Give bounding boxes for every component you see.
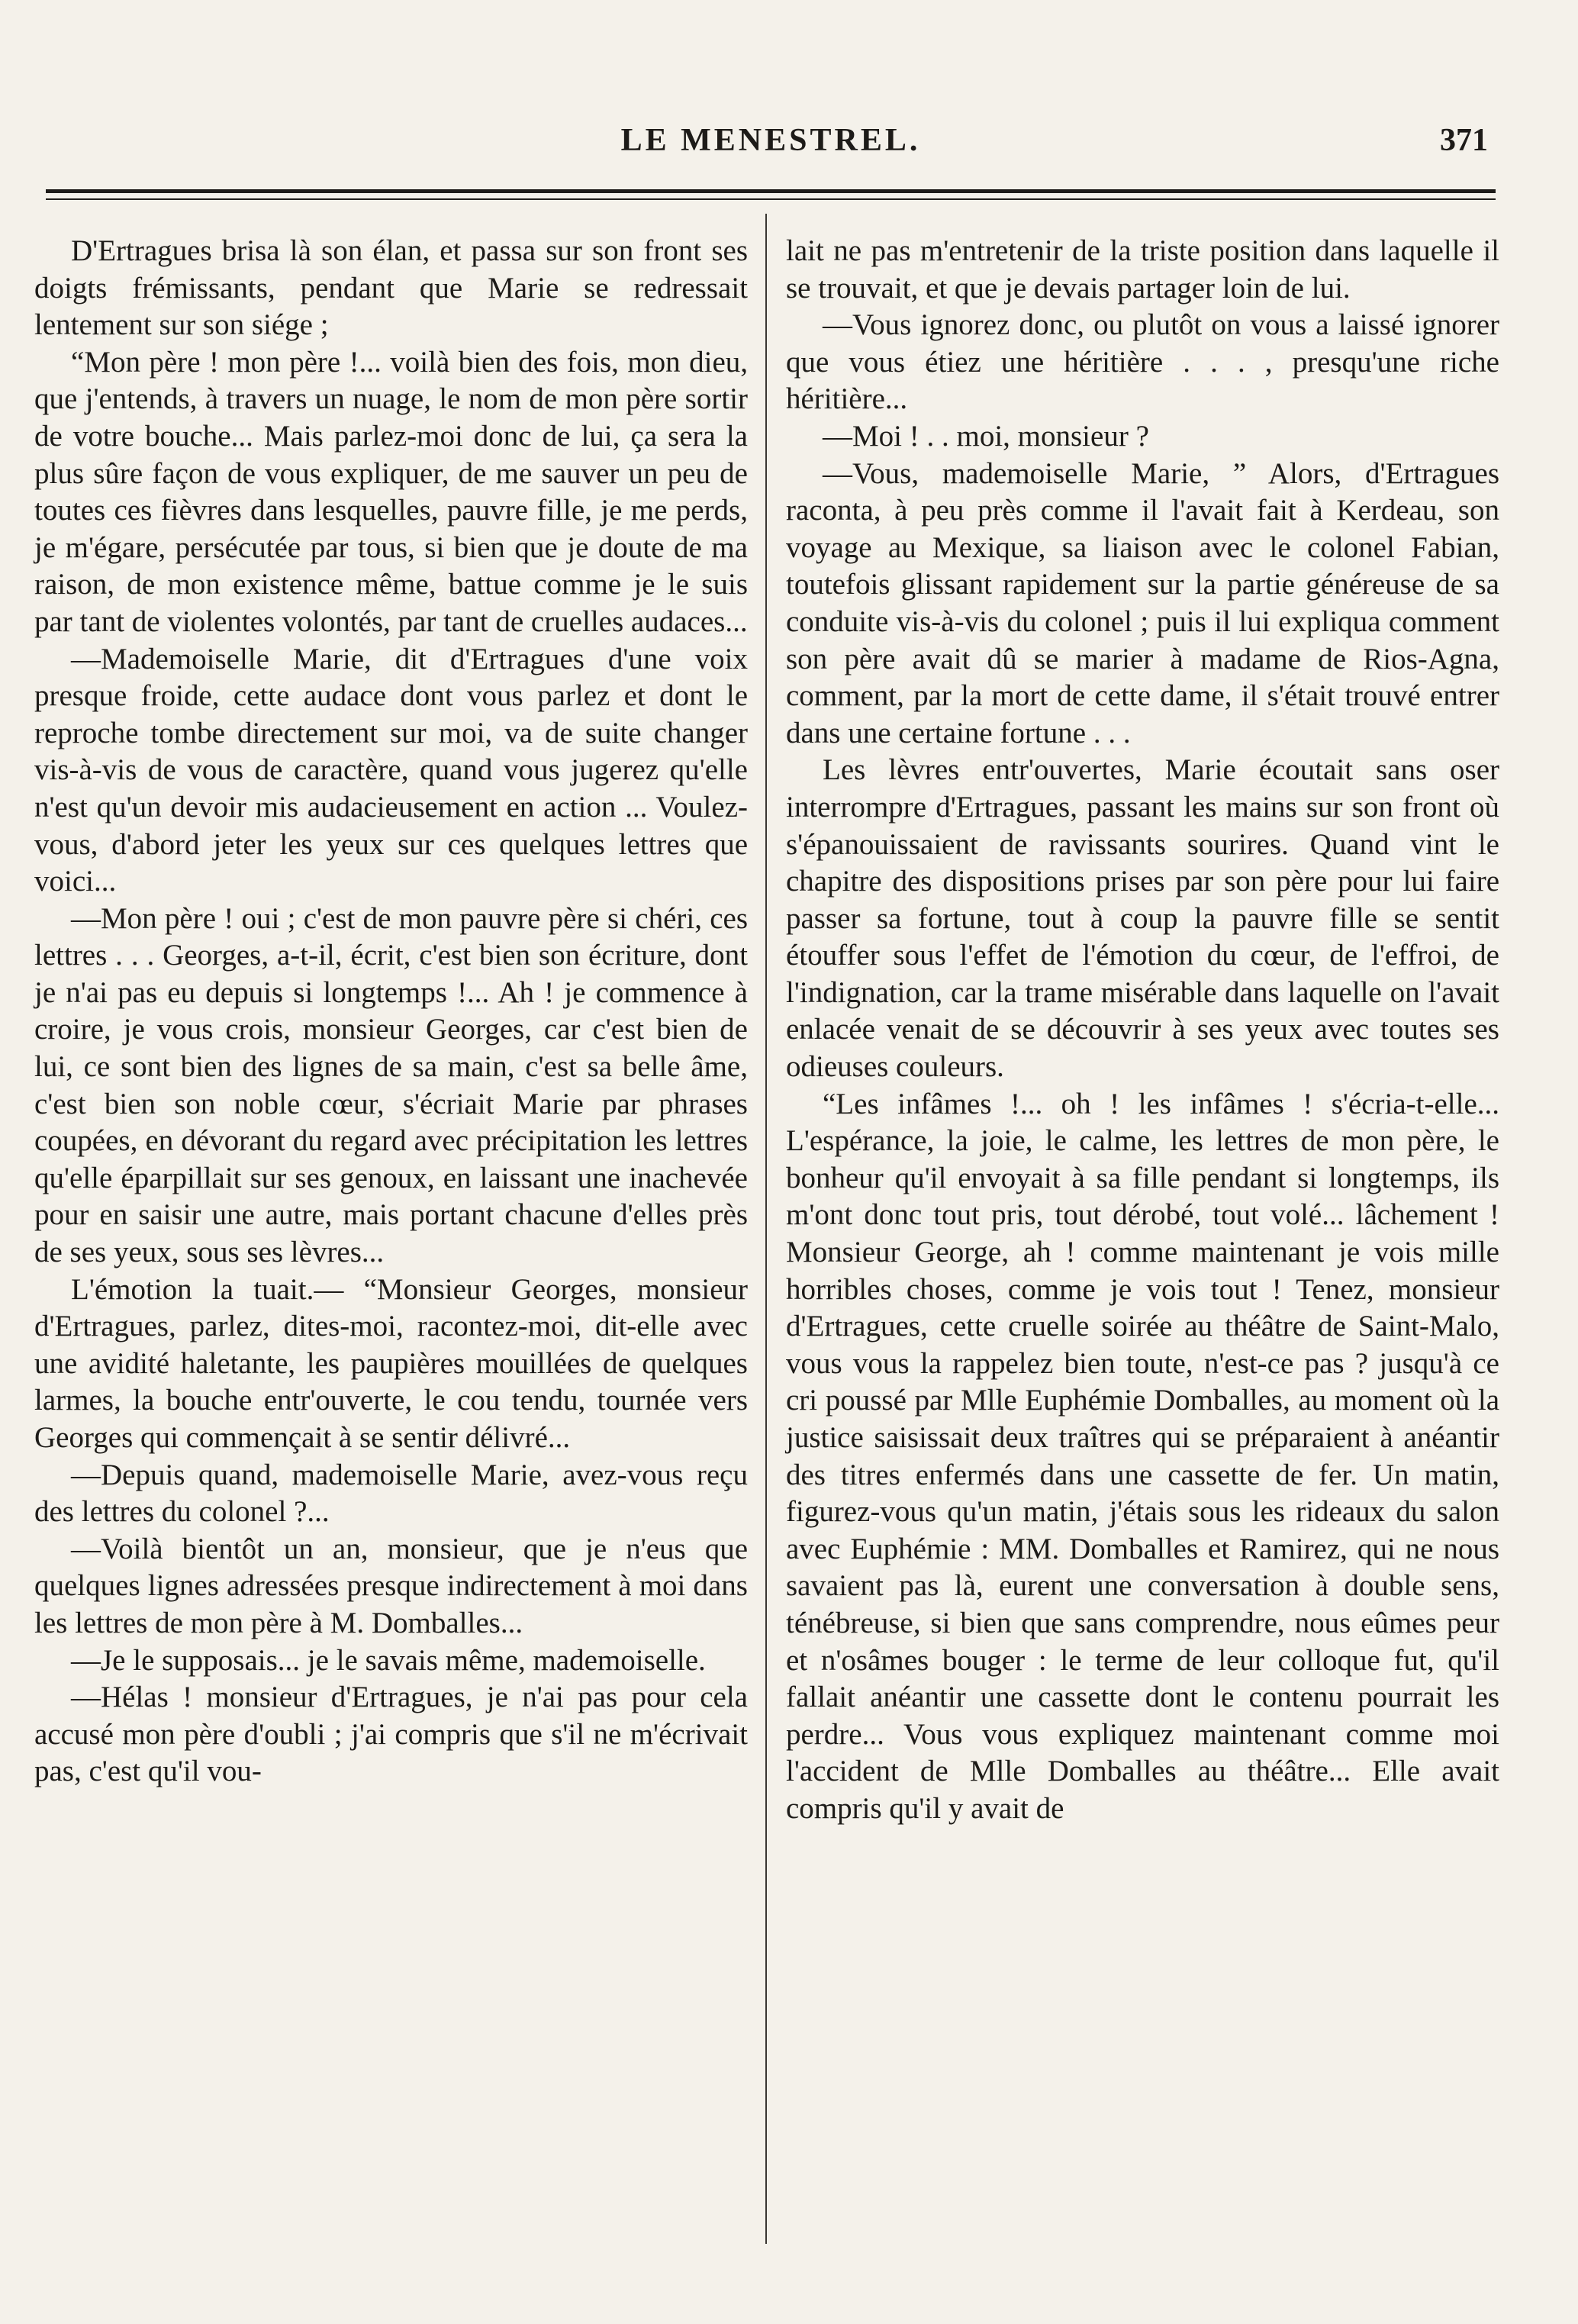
column-divider	[765, 214, 767, 2244]
paragraph: Les lèvres entr'ouvertes, Marie écoutait sans oser interrompre d'Ertragues, passant les mains sur son front où s'épanouissaient de ravissants sourires. Quand vint le chapitre des dispositions prises par son père pour lui faire passer sa fortune, tout à coup la pauvre fille se sentit étouffer sous l'effet de l'émotion du cœur, de l'effroi, de l'indignation, car la trame misérable dans laquelle on l'avait enlacée venait de se découvrir à ses yeux avec toutes ses odieuses couleurs.	[786, 753, 1499, 1084]
paragraph: “Mon père ! mon père !... voilà bien des fois, mon dieu, que j'entends, à travers un nuage, le nom de mon père sortir de votre bouche... Mais parlez-moi donc de lui, ça sera la plus sûre façon de vous expliquer, de me sauver un peu de toutes ces fièvres dans lesquelles, pauvre fille, je me perds, je m'égare, persécutée par tous, si bien que je doute de ma raison, de mon existence même, battue comme je le suis par tant de violentes volontés, par tant de cruelles audaces...	[34, 345, 748, 638]
paragraph: —Depuis quand, mademoiselle Marie, avez-vous reçu des lettres du colonel ?...	[34, 1458, 748, 1529]
header-rule-thin	[46, 198, 1496, 200]
paragraph: —Voilà bientôt un an, monsieur, que je n'eus que quelques lignes adressées presque indirectement à moi dans les lettres de mon père à M. Domballes...	[34, 1532, 748, 1639]
paragraph: L'émotion la tuait.— “Monsieur Georges, monsieur d'Ertragues, parlez, dites-moi, racontez-moi, dit-elle avec une avidité haletante, les paupières mouillées de quelques larmes, la bouche entr'ouverte, le cou tendu, tournée vers Georges qui commençait à se sentir délivré...	[34, 1272, 748, 1454]
paragraph: —Vous ignorez donc, ou plutôt on vous a laissé ignorer que vous étiez une héritière . . . , presqu'une riche héritière...	[786, 308, 1499, 416]
page-header	[46, 122, 1496, 168]
header-rule-thick	[46, 189, 1496, 193]
paragraph: —Mon père ! oui ; c'est de mon pauvre père si chéri, ces lettres . . . Georges, a-t-il, écrit, c'est bien son écriture, dont je n'ai pas eu depuis si longtemps !... Ah ! je commence à croire, je vous crois, monsieur Georges, car c'est bien de lui, ce sont bien des lignes de sa main, c'est sa belle âme, c'est bien son noble cœur, s'écriait Marie par phrases coupées, en dévorant du regard avec précipitation les lettres qu'elle éparpillait sur ses genoux, en laissant une inachevée pour en saisir une autre, mais portant chacune d'elles près de ses yeux, sous ses lèvres...	[34, 901, 748, 1269]
publication-title: LE MENESTREL.	[620, 123, 921, 158]
paragraph: —Vous, mademoiselle Marie, ” Alors, d'Ertragues raconta, à peu près comme il l'avait fait à Kerdeau, son voyage au Mexique, sa liaison avec le colonel Fabian, toutefois glissant rapidement sur la partie généreuse de sa conduite vis-à-vis du colonel ; puis il lui expliqua comment son père avait dû se marier à madame de Rios-Agna, comment, par la mort de cette dame, il s'était trouvé entrer dans une certaine fortune . . .	[786, 456, 1499, 749]
paragraph: “Les infâmes !... oh ! les infâmes ! s'écria-t-elle... L'espérance, la joie, le calme, les lettres de mon père, le bonheur qu'il envoyait à sa fille pendant si longtemps, ils m'ont donc tout pris, tout dérobé, tout volé... lâchement ! Monsieur George, ah ! comme maintenant je vois mille horribles choses, comme je vois tout ! Tenez, monsieur d'Ertragues, cette cruelle soirée au théâtre de Saint-Malo, vous vous la rappelez bien toute, n'est-ce pas ? jusqu'à ce cri poussé par Mlle Euphémie Domballes, au moment où la justice saisissait deux traîtres qui se préparaient à anéantir des titres enfermés dans une cassette de fer. Un matin, figurez-vous qu'un matin, j'étais sous les rideaux du salon avec Euphémie : MM. Domballes et Ramirez, qui ne nous savaient pas là, eurent une conversation à double sens, ténébreuse, si bien que sans comprendre, nous eûmes peur et n'osâmes bouger : le terme de leur colloque fut, qu'il fallait anéantir une cassette dont le contenu pourrait les perdre... Vous vous expliquez maintenant comme moi l'accident de Mlle Domballes au théâtre... Elle avait compris qu'il y avait de	[786, 1087, 1499, 1825]
paragraph: —Je le supposais... je le savais même, mademoiselle.	[71, 1643, 706, 1677]
left-column	[34, 233, 748, 1791]
right-column	[786, 233, 1499, 1828]
page-number: 371	[1440, 123, 1488, 158]
paragraph: —Hélas ! monsieur d'Ertragues, je n'ai pas pour cela accusé mon père d'oubli ; j'ai compris que s'il ne m'écrivait pas, c'est qu'il vou-	[34, 1681, 748, 1788]
paragraph: —Mademoiselle Marie, dit d'Ertragues d'une voix presque froide, cette audace dont vous parlez et dont le reproche tombe directement sur moi, va de suite changer vis-à-vis de vous de caractère, quand vous jugerez qu'elle n'est qu'un devoir mis audacieusement en action ... Voulez-vous, d'abord jeter les yeux sur ces quelques lettres que voici...	[34, 642, 748, 898]
paragraph: D'Ertragues brisa là son élan, et passa sur son front ses doigts frémissants, pendant que Marie se redressait lentement sur son siége ;	[34, 234, 748, 342]
paragraph: lait ne pas m'entretenir de la triste position dans laquelle il se trouvait, et que je devais partager loin de lui.	[786, 234, 1499, 305]
paragraph: —Moi ! . . moi, monsieur ?	[823, 419, 1149, 453]
